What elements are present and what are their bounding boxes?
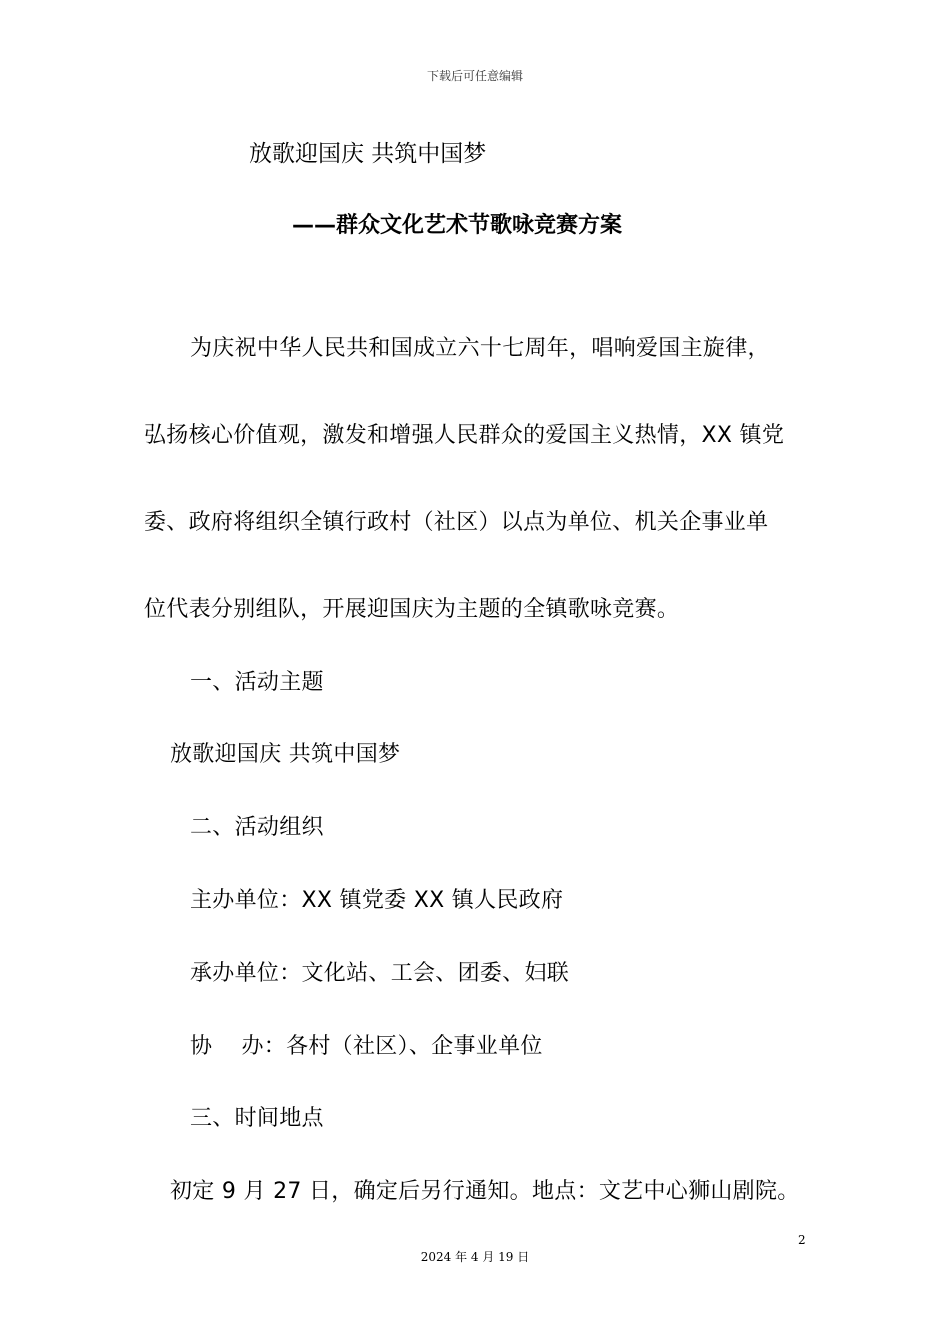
section-time-heading: 三、时间地点	[190, 1106, 324, 1131]
header-note: 下载后可任意编辑	[426, 69, 523, 83]
org-host: 主办单位：XX 镇党委 XX 镇人民政府	[190, 888, 564, 913]
intro-line-1: 为庆祝中华人民共和国成立六十七周年，唱响爱国主旋律，	[190, 336, 770, 361]
document-subtitle: ——群众文化艺术节歌咏竞赛方案	[292, 213, 623, 238]
section-org-heading: 二、活动组织	[190, 815, 324, 840]
intro-line-3: 委、政府将组织全镇行政村（社区）以点为单位、机关企事业单	[144, 510, 769, 535]
section-theme-heading: 一、活动主题	[190, 670, 324, 695]
intro-line-4: 位代表分别组队，开展迎国庆为主题的全镇歌咏竞赛。	[144, 597, 680, 622]
document-title: 放歌迎国庆 共筑中国梦	[249, 141, 487, 167]
section-theme-text: 放歌迎国庆 共筑中国梦	[170, 742, 401, 767]
page-number: 2	[798, 1233, 806, 1247]
org-co-organizer: 协 办：各村（社区）、企事业单位	[190, 1034, 543, 1059]
org-organizer: 承办单位：文化站、工会、团委、妇联	[190, 961, 570, 986]
footer-date: 2024 年 4 月 19 日	[420, 1250, 530, 1264]
intro-line-2: 弘扬核心价值观，激发和增强人民群众的爱国主义热情，XX 镇党	[144, 423, 785, 448]
section-time-text: 初定 9 月 27 日，确定后另行通知。地点：文艺中心狮山剧院。	[170, 1179, 800, 1204]
